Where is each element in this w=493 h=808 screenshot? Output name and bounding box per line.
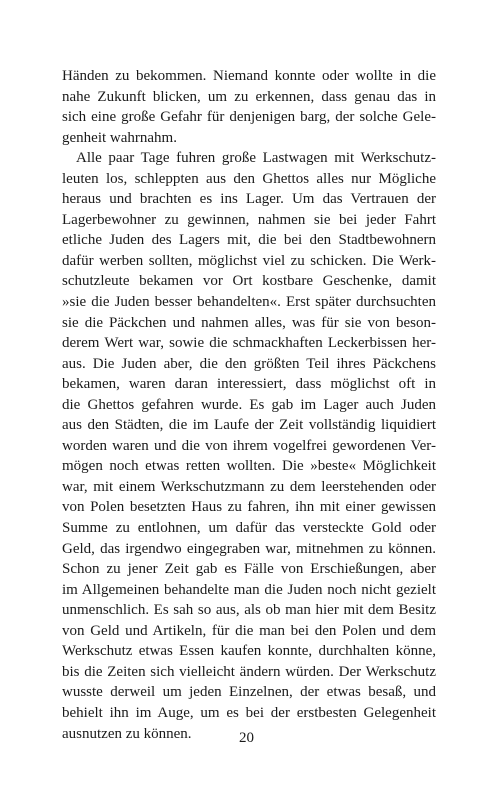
- text-line: die Ghettos gefahren wurde. Es gab im Lager auch Juden: [62, 396, 436, 413]
- text-line: nahe Zukunft blicken, um zu erkennen, dass genau das in: [62, 88, 436, 105]
- text-line: dafür werben sollten, möglichst viel zu schicken. Die Werk-: [62, 252, 436, 269]
- text-line: wusste derweil um jeden Einzelnen, der etwas besaß, und: [62, 684, 436, 701]
- text-line: Lagerbewohner zu gewinnen, nahmen sie bei jeder Fahrt: [62, 211, 436, 228]
- text-line: Alle paar Tage fuhren große Lastwagen mit Werkschutz-: [76, 150, 436, 167]
- text-line: heraus und brachten es ins Lager. Um das Vertrauen der: [62, 191, 436, 208]
- page-number: 20: [239, 730, 254, 746]
- text-line: von Geld und Artikeln, für die man bei den Polen und dem: [62, 622, 436, 639]
- text-line: worden waren und die von ihrem vogelfrei gewordenen Ver-: [62, 437, 436, 454]
- text-line: ausnutzen zu können.: [62, 725, 192, 742]
- text-line: sie die Päckchen und nahmen alles, was für sie von beson-: [62, 314, 436, 331]
- text-line: aus. Die Juden aber, die den größten Teil ihres Päckchens: [62, 355, 436, 372]
- text-line: leuten los, schleppten aus den Ghettos alles nur Mögliche: [62, 170, 436, 187]
- text-line: aus den Städten, die im Laufe der Zeit vollständig liquidiert: [62, 417, 436, 434]
- text-line: von Polen besetzten Haus zu fahren, ihn mit einer gewissen: [62, 499, 436, 516]
- text-line: »sie die Juden besser behandelten«. Erst später durchsuchten: [62, 294, 436, 311]
- text-line: Geld, das irgendwo eingegraben war, mitnehmen zu können.: [62, 540, 436, 557]
- text-line: Summe zu entlohnen, um dafür das versteckte Gold oder: [62, 520, 436, 537]
- text-line: etliche Juden des Lagers mit, die bei den Stadtbewohnern: [62, 232, 436, 249]
- text-line: mögen noch etwas retten wollten. Die »beste« Möglichkeit: [62, 458, 436, 475]
- text-line: behielt ihn im Auge, um es bei der erstbesten Gelegenheit: [62, 704, 436, 721]
- body-text: [62, 66, 436, 744]
- text-line: schutzleute bekamen vor Ort kostbare Geschenke, damit: [62, 273, 436, 290]
- text-line: unmenschlich. Es sah so aus, als ob man hier mit dem Besitz: [62, 602, 436, 619]
- text-line: Händen zu bekommen. Niemand konnte oder wollte in die: [62, 68, 436, 84]
- text-line: Schon zu jener Zeit gab es Fälle von Erschießungen, aber: [62, 561, 436, 578]
- text-line: sich eine große Gefahr für denjenigen barg, der solche Gele-: [62, 109, 436, 126]
- text-line: Werkschutz etwas Essen kaufen konnte, durchhalten könne,: [62, 643, 436, 660]
- text-line: bis die Zeiten sich vielleicht ändern würden. Der Werkschutz: [62, 663, 436, 680]
- text-line: bekamen, waren daran interessiert, dass möglichst oft in: [62, 376, 436, 393]
- text-line: im Allgemeinen behandelte man die Juden noch nicht gezielt: [62, 581, 436, 598]
- text-line: war, mit einem Werkschutzmann zu dem leerstehenden oder: [62, 478, 436, 495]
- text-line: genheit wahrnahm.: [62, 129, 177, 146]
- text-line: derem Wert war, sowie die schmackhaften Leckerbissen her-: [62, 335, 436, 352]
